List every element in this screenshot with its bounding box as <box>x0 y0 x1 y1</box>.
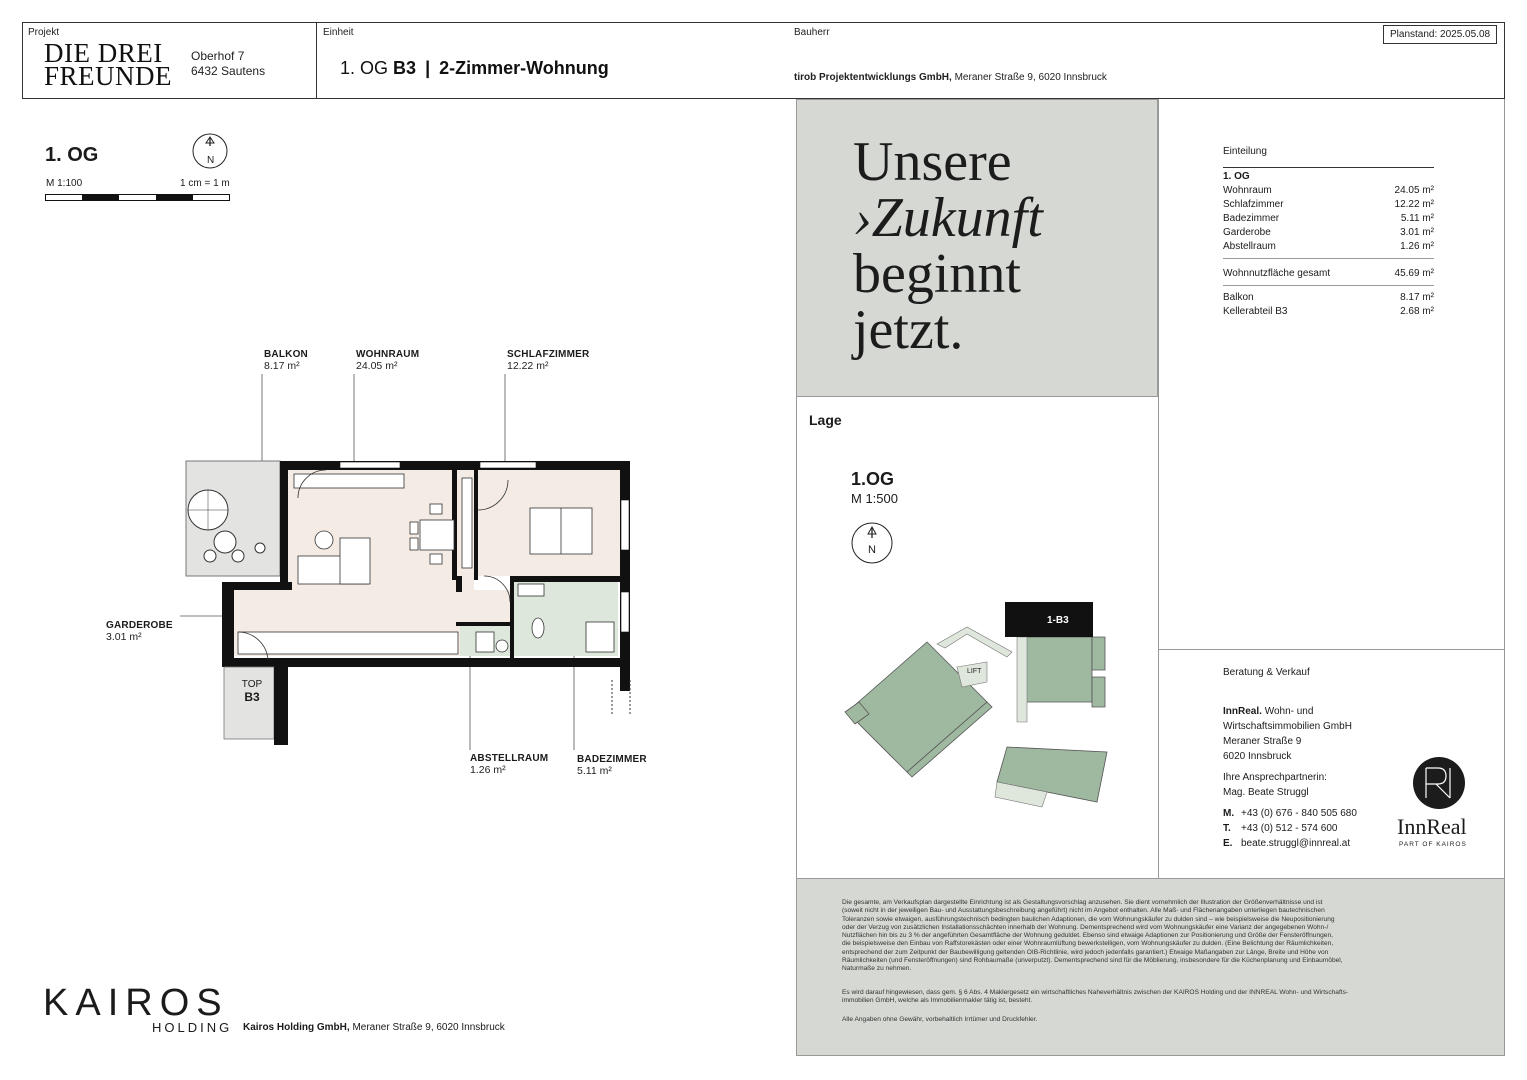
lage-north-icon <box>851 522 893 564</box>
room-area: 1.26 m² <box>470 764 506 776</box>
top-b3-label <box>236 679 268 704</box>
label-badezimmer <box>577 754 647 777</box>
einteilung-row <box>1223 199 1434 210</box>
scale-bar <box>45 194 231 202</box>
beratung-contact <box>1223 770 1327 800</box>
slogan-arrow-icon: › <box>853 187 872 249</box>
slogan-zukunft: Zukunft <box>871 187 1043 249</box>
room-area: 8.17 m² <box>264 360 300 372</box>
extra-name: Kellerabteil B3 <box>1223 306 1288 317</box>
row-value: 12.22 m² <box>1394 199 1434 210</box>
bauherr-address: Meraner Straße 9, 6020 Innsbruck <box>954 72 1107 83</box>
beratung-panel <box>1158 649 1505 878</box>
contact-name: Mag. Beate Struggl <box>1223 787 1309 798</box>
contact-label: Ihre Ansprechpartnerin: <box>1223 772 1327 783</box>
kairos-logo-sub: HOLDING <box>152 1020 233 1035</box>
einteilung-rule <box>1223 167 1434 168</box>
disclaimer-line: entsprechend der zum Zeitpunkt der Baubewilligung geltenden OIB-Richtlinie, wird jedoch jedenfalls garantiert.) Etwaige Maßangaben zur Länge, Breite und Höhe von <box>842 948 1329 956</box>
einteilung-row <box>1223 241 1434 252</box>
company-city: 6020 Innsbruck <box>1223 751 1292 762</box>
unit-type: 2-Zimmer-Wohnung <box>439 58 609 78</box>
innreal-logo-icon <box>1412 756 1466 810</box>
lage-floor: 1.OG <box>851 469 895 489</box>
phone-link[interactable]: +43 (0) 512 - 574 600 <box>1241 823 1338 834</box>
row-name: Wohnraum <box>1223 185 1272 196</box>
project-logo <box>44 38 173 91</box>
row-value: 1.26 m² <box>1400 241 1434 252</box>
plan-scale: M 1:100 <box>46 178 83 189</box>
row-name: Badezimmer <box>1223 213 1280 224</box>
lage-scale: M 1:500 <box>851 491 898 506</box>
kairos-company-address: Meraner Straße 9, 6020 Innsbruck <box>352 1022 505 1033</box>
room-name: BADEZIMMER <box>577 754 647 765</box>
unit-floor: 1. OG <box>340 58 389 78</box>
einteilung-rule <box>1223 258 1434 259</box>
einteilung-rule <box>1223 285 1434 286</box>
project-title-line2: FREUNDE <box>44 61 173 91</box>
room-area: 24.05 m² <box>356 360 398 372</box>
label-abstellraum <box>470 753 548 776</box>
company-street: Meraner Straße 9 <box>1223 736 1302 747</box>
slogan-line4: jetzt. <box>853 299 964 361</box>
row-value: 24.05 m² <box>1394 185 1434 196</box>
disclaimer-paragraph2 <box>842 989 1482 1006</box>
room-name: GARDEROBE <box>106 620 173 631</box>
disclaimer-line: immobilien GmbH, welche als Immobilienmakler tätig ist, besteht. <box>842 997 1033 1005</box>
mobile-link[interactable]: +43 (0) 676 - 840 505 680 <box>1241 808 1357 819</box>
beratung-title: Beratung & Verkauf <box>1223 667 1310 678</box>
projekt-label: Projekt <box>28 27 60 38</box>
project-title-line1: DIE DREI <box>44 38 163 68</box>
room-name: WOHNRAUM <box>356 349 420 360</box>
slogan-line3: beginnt <box>853 243 1021 305</box>
project-cell <box>23 23 317 98</box>
room-area: 5.11 m² <box>577 765 612 777</box>
top-unit: B3 <box>244 690 260 704</box>
einteilung-total <box>1223 268 1434 279</box>
bauherr-info <box>794 72 1107 83</box>
company-line2: Wirtschaftsimmobilien GmbH <box>1223 721 1352 732</box>
extra-value: 2.68 m² <box>1400 306 1434 317</box>
einteilung-title: Einteilung <box>1223 146 1267 157</box>
row-value: 5.11 m² <box>1400 213 1434 224</box>
disclaimer-line: Toleranzen sowie etwaigen, ausführungstechnisch bedingten baulichen Adaptionen, die vom Wohnungskäufer zu dulden sind – wie beispielsweise die Neupositionierung <box>842 915 1335 923</box>
disclaimer-line: Die gesamte, am Verkaufsplan dargestellte Einrichtung ist als Gestaltungsvorschlag anzusehen. Sie dient vornehmlich der Illustration der Größenverhältnisse und ist <box>842 899 1323 906</box>
row-name: Schlafzimmer <box>1223 199 1284 210</box>
disclaimer-line: Naturmaße zu nehmen. <box>842 965 912 973</box>
header-bar <box>22 22 1505 99</box>
extra-name: Balkon <box>1223 292 1254 303</box>
beratung-address <box>1223 704 1352 764</box>
einheit-cell <box>317 23 1505 98</box>
site-plan <box>837 592 1127 817</box>
north-label: N <box>207 155 215 166</box>
row-name: Abstellraum <box>1223 241 1276 252</box>
einteilung-row <box>1223 213 1434 224</box>
einteilung-panel <box>1158 99 1505 649</box>
disclaimer-line: Es wird darauf hingewiesen, dass gem. § 6 Abs. 4 Maklergesetz ein wirtschaftliches Naheverhältnis zwischen der KAIROS Holding und der INNREAL Wohn- und Wirtschafts- <box>842 989 1349 996</box>
disclaimer-line: Räumlichkeiten (und Fensteröffnungen) sind Rohbaumaße (unverputzt). Dementsprechend sind für die Möblierung, insbesondere für die Küchenplanung und Einbaumöbel, <box>842 957 1343 965</box>
plan-floor-title: 1. OG <box>45 144 99 166</box>
unit-separator: | <box>425 58 431 78</box>
mobile-label: M. <box>1223 808 1235 819</box>
einteilung-extra <box>1223 306 1434 317</box>
disclaimer-line: oder der Verzug von zusätzlichen Installationsschächten innerhalb der Wohnung. Dementsprechend wird vom Wohnungskäufer eine Varianz der angegebenen Wohn-/ <box>842 923 1329 931</box>
label-balkon <box>264 349 308 372</box>
total-value: 45.69 m² <box>1394 268 1434 279</box>
plan-scale-ratio: 1 cm = 1 m <box>180 178 230 189</box>
lage-north-label: N <box>868 544 876 556</box>
slogan-line1: Unsere <box>853 131 1012 193</box>
company-line1: Wohn- und <box>1264 706 1314 717</box>
label-schlafzimmer <box>507 349 589 372</box>
disclaimer-line: Nutzflächen hin bis zu 3 % der angeführten Gesamtfläche der Wohnung geduldet. Ebenso sind etwaige Adaptionen zur Positionierung und Größe der Fensteröffnungen, <box>842 932 1333 940</box>
label-wohnraum <box>356 349 419 372</box>
unit-title <box>340 58 609 79</box>
einteilung-row <box>1223 185 1434 196</box>
project-address <box>191 49 265 79</box>
disclaimer-line: die beispielsweise den Einbau von Raffstorekästen oder einer Wohnraumlüftung bewerkstelligen, vom Wohnungskäufer zu dulden. (Eine Belichtung der Räumlichkeiten, <box>842 940 1334 948</box>
room-name: SCHLAFZIMMER <box>507 349 590 360</box>
room-area: 12.22 m² <box>507 360 549 372</box>
bauherr-label: Bauherr <box>794 27 830 38</box>
einheit-label: Einheit <box>323 27 354 38</box>
row-value: 3.01 m² <box>1400 227 1434 238</box>
einteilung-floor: 1. OG <box>1223 171 1250 182</box>
row-name: Garderobe <box>1223 227 1271 238</box>
company-bold: InnReal. <box>1223 706 1262 717</box>
disclaimer-paragraph1 <box>842 899 1482 974</box>
beratung-phones <box>1223 806 1357 851</box>
email-link[interactable]: beate.struggl@innreal.at <box>1241 838 1351 849</box>
total-name: Wohnnutzfläche gesamt <box>1223 268 1331 279</box>
einteilung-extra <box>1223 292 1434 303</box>
bauherr-name: tirob Projektentwicklungs GmbH, <box>794 72 952 83</box>
room-name: BALKON <box>264 349 308 360</box>
kairos-company-name: Kairos Holding GmbH, <box>243 1022 350 1033</box>
address-line2: 6432 Sautens <box>191 64 266 78</box>
planstand-badge: Planstand: 2025.05.08 <box>1383 25 1497 44</box>
address-line1: Oberhof 7 <box>191 49 245 63</box>
slogan-panel <box>796 99 1158 397</box>
disclaimer-paragraph3: Alle Angaben ohne Gewähr, vorbehaltlich Irrtümer und Druckfehler. <box>842 1016 1038 1023</box>
extra-value: 8.17 m² <box>1400 292 1434 303</box>
slogan-line2 <box>853 187 1043 249</box>
lage-panel <box>796 397 1158 878</box>
top-label: TOP <box>241 679 263 690</box>
room-area: 3.01 m² <box>106 631 142 643</box>
room-name: ABSTELLRAUM <box>470 753 549 764</box>
label-garderobe <box>106 620 173 643</box>
kairos-logo: KAIROS <box>43 982 229 1024</box>
disclaimer-panel <box>796 878 1505 1056</box>
unit-number: B3 <box>393 58 417 78</box>
innreal-logo-text: InnReal <box>1397 814 1467 839</box>
lage-title: Lage <box>809 412 842 428</box>
lage-unit-tag: 1-B3 <box>1047 615 1069 626</box>
einteilung-row <box>1223 227 1434 238</box>
email-label: E. <box>1223 838 1233 849</box>
kairos-company <box>243 1022 505 1033</box>
lage-lift: LIFT <box>967 668 982 675</box>
phone-label: T. <box>1223 823 1231 834</box>
innreal-logo-sub: PART OF KAIROS <box>1399 841 1467 848</box>
disclaimer-line: (soweit nicht in der jeweiligen Bau- und Ausstattungsbeschreibung angeführt) nicht im Angebot enthalten. Alle Maß- und Flächenangaben unterliegen bautechnischen <box>842 907 1325 915</box>
